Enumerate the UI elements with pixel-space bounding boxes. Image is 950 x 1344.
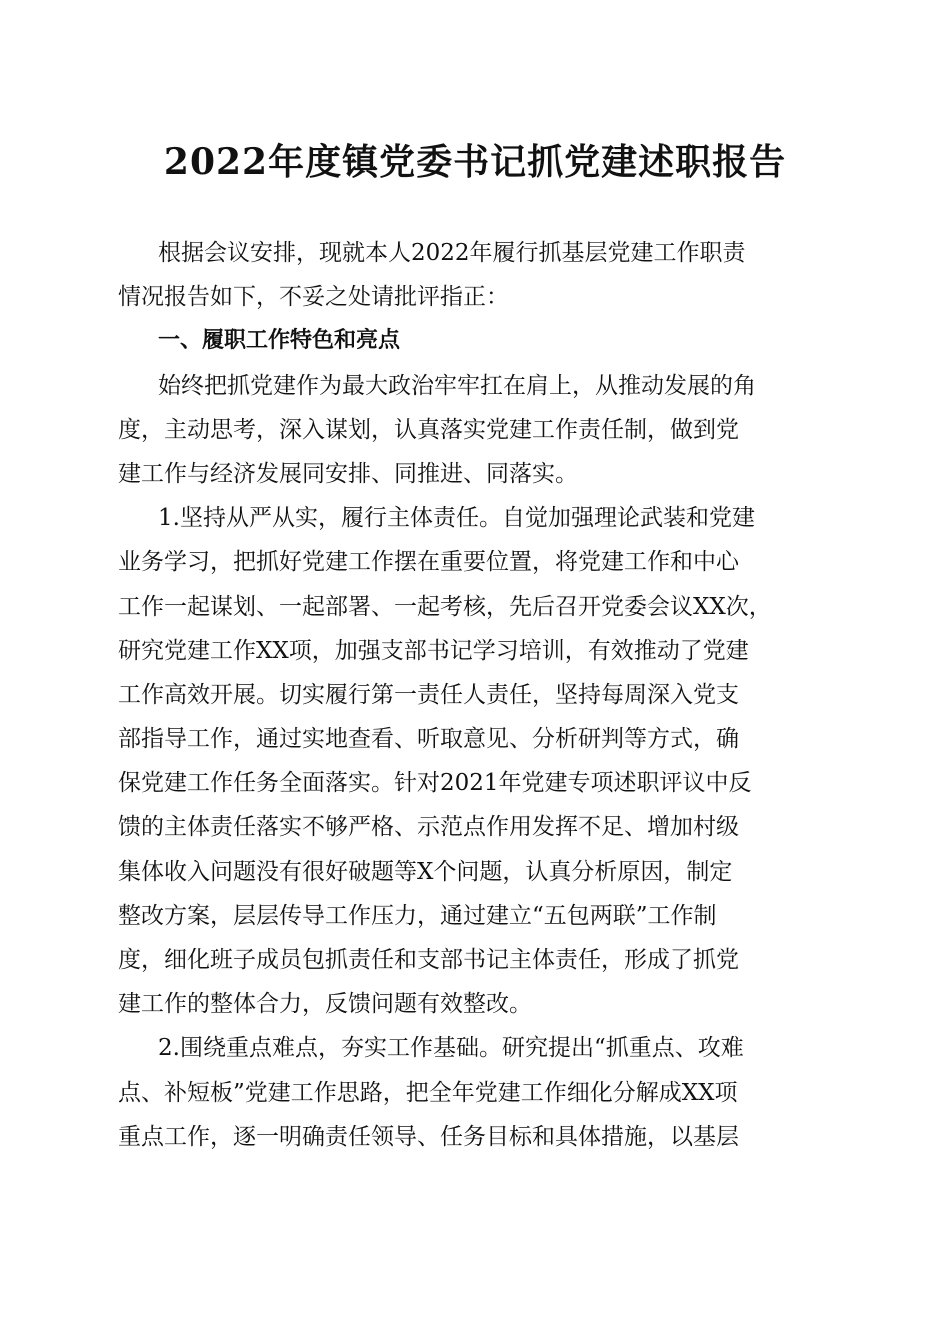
- body-text-line: 情况报告如下，不妥之处请批评指正：: [118, 284, 509, 311]
- section-heading: 一、履职工作特色和亮点: [158, 328, 401, 354]
- document-title: 2022年度镇党委书记抓党建述职报告: [163, 141, 787, 183]
- body-text-line: 度，主动思考，深入谋划，认真落实党建工作责任制，做到党: [118, 416, 739, 443]
- body-text-line: 研究党建工作XX项，加强支部书记学习培训，有效推动了党建: [118, 637, 749, 664]
- document-body: [118, 231, 832, 1159]
- body-text-line: 部指导工作，通过实地查看、听取意见、分析研判等方式，确: [118, 726, 739, 753]
- body-text-line: 业务学习，把抓好党建工作摆在重要位置，将党建工作和中心: [118, 549, 739, 576]
- body-text-line: 建工作的整体合力，反馈问题有效整改。: [118, 991, 532, 1018]
- body-text-line: 2.围绕重点难点，夯实工作基础。研究提出“抓重点、攻难: [158, 1035, 744, 1062]
- body-text-line: 根据会议安排，现就本人2022年履行抓基层党建工作职责: [158, 240, 746, 266]
- body-text-line: 集体收入问题没有很好破题等X个问题，认真分析原因，制定: [118, 858, 733, 885]
- body-text-line: 始终把抓党建作为最大政治牢牢扛在肩上，从推动发展的角: [158, 372, 756, 399]
- body-text-line: 1.坚持从严从实，履行主体责任。自觉加强理论武装和党建: [158, 505, 755, 532]
- body-text-line: 点、补短板”党建工作思路，把全年党建工作细化分解成XX项: [118, 1079, 738, 1106]
- body-text-line: 工作高效开展。切实履行第一责任人责任，坚持每周深入党支: [118, 681, 739, 708]
- body-text-line: 保党建工作任务全面落实。针对2021年党建专项述职评议中反: [118, 770, 752, 797]
- body-text-line: 工作一起谋划、一起部署、一起考核，先后召开党委会议XX次，: [118, 593, 772, 620]
- body-text-line: 重点工作，逐一明确责任领导、任务目标和具体措施，以基层: [118, 1123, 739, 1150]
- body-text-line: 馈的主体责任落实不够严格、示范点作用发挥不足、增加村级: [118, 814, 739, 841]
- body-text-line: 整改方案，层层传导工作压力，通过建立“五包两联”工作制: [118, 902, 717, 929]
- body-text-line: 度，细化班子成员包抓责任和支部书记主体责任，形成了抓党: [118, 947, 739, 973]
- body-text-line: 建工作与经济发展同安排、同推进、同落实。: [118, 460, 578, 487]
